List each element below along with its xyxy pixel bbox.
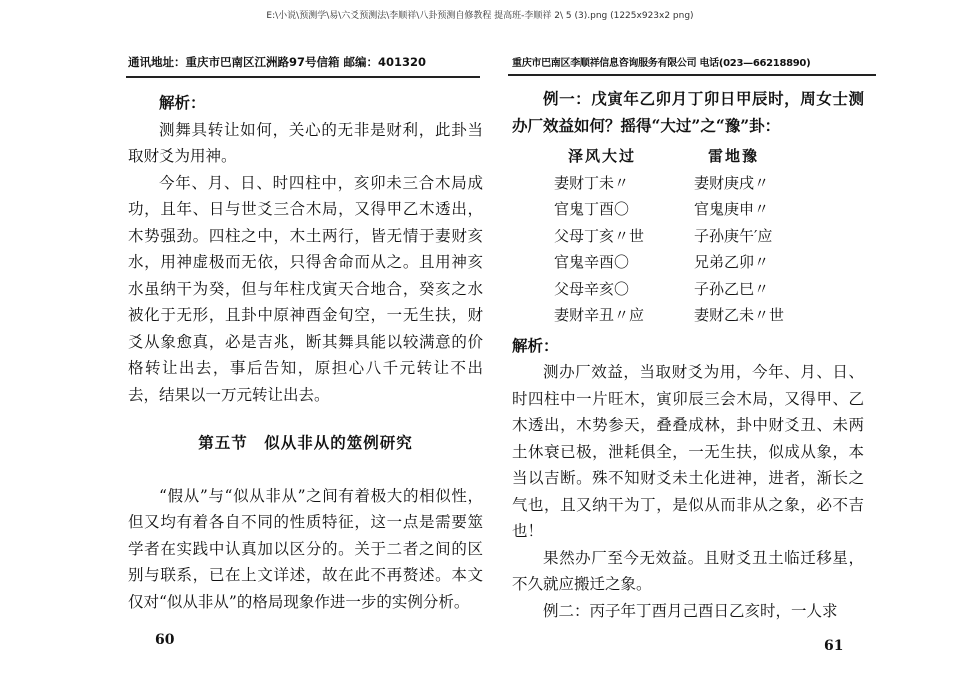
right-page-header: 重庆市巴南区李顺祥信息咨询服务有限公司 电话(023—66218890) [512, 58, 811, 69]
left-page-number: 60 [155, 632, 175, 648]
analysis-body: 今年、月、日、时四柱中，亥卯未三合木局成功，且年、日与世爻三合木局，又得甲乙木透出，木势强劲。四柱之中，木土两行，皆无情于妻财亥水，用神虚极而无依，只得舍命而从之。且用神亥水虽纳干为癸，但与年柱戊寅天合地合，癸亥之水被化于无形，且卦中原神酉金旬空，一无生扶，财爻从象愈真，必是吉兆，断其舞具能以较满意的价格转让出去，事后告知，原担心八千元转让不出去，结果以一万元转让出去。 [128, 173, 483, 404]
analysis-label: 解析： [159, 93, 206, 112]
left-header-rule [126, 76, 480, 78]
file-path-caption: E:\小说\预测学\易\六爻预测法\李顺祥\八卦预测自修教程 提高班-李顺祥 2\ 5 (3).png (1225x923x2 png) [266, 11, 694, 21]
left-page-body [128, 90, 483, 615]
hexagram-line: 父母丁亥〃世 [554, 226, 645, 245]
hexagram-line: 妻财丁未〃 [554, 173, 630, 192]
hexagram-right-title: 雷地豫 [708, 147, 760, 165]
hexagram-line: 妻财辛丑〃应 [554, 306, 645, 324]
example-one: 例一：戊寅年乙卯月丁卯日甲辰时，周女士测办厂效益如何？摇得“大过”之“豫”卦： [512, 89, 864, 135]
hexagram-left-title: 泽风大过 [568, 147, 637, 165]
hexagram-line: 官鬼辛酉〇 [554, 253, 630, 271]
hexagram-line: 父母辛亥〇 [554, 279, 630, 298]
analysis-right: 测办厂效益，当取财爻为用，今年、月、日、时四柱中一片旺木，寅卯辰三会木局，又得甲、乙木透出，木势参天，叠叠成林，卦中财爻丑、未两土休衰已极，泄耗俱全，一无生扶，似成从象，本当以吉断。殊不知财爻未土化进神，进者，渐长之气也，且又纳干为丁，是似从而非从之象，必不吉也！ [512, 363, 864, 540]
hexagram-line: 兄弟乙卯〃 [694, 253, 770, 271]
analysis-label-right: 解析： [512, 335, 559, 355]
right-page-number: 61 [824, 638, 844, 654]
left-page-header: 通讯地址：重庆市巴南区江洲路97号信箱 邮编：401320 [128, 55, 427, 69]
section-title: 第五节 似从非从的筮例研究 [198, 433, 413, 452]
hexagram-table [554, 143, 864, 329]
hexagram-line: 官鬼庚申〃 [694, 200, 770, 218]
right-header-rule [508, 74, 876, 76]
section-paragraph: “假从”与“似从非从”之间有着极大的相似性，但又均有着各自不同的性质特征，这一点是需要筮学者在实践中认真加以区分的。关于二者之间的区别与联系，已在上文详述，故在此不再赘述。本文仅对“似从非从”的格局现象作进一步的实例分析。 [128, 486, 483, 611]
hexagram-line: 子孙庚午′应 [694, 226, 773, 245]
example-two: 例二：丙子年丁酉月己酉日乙亥时，一人求 [543, 601, 838, 620]
hexagram-line: 妻财乙未〃世 [694, 306, 785, 324]
hexagram-line: 官鬼丁酉〇 [554, 200, 630, 218]
analysis-intro: 测舞具转让如何，关心的无非是财利，此卦当取财爻为用神。 [128, 120, 483, 165]
right-page-body [512, 86, 864, 624]
hexagram-line: 妻财庚戌〃 [694, 173, 770, 192]
result-paragraph: 果然办厂至今无效益。且财爻丑土临迁移星，不久就应搬迁之象。 [512, 548, 864, 593]
hexagram-line: 子孙乙巳〃 [694, 279, 770, 298]
